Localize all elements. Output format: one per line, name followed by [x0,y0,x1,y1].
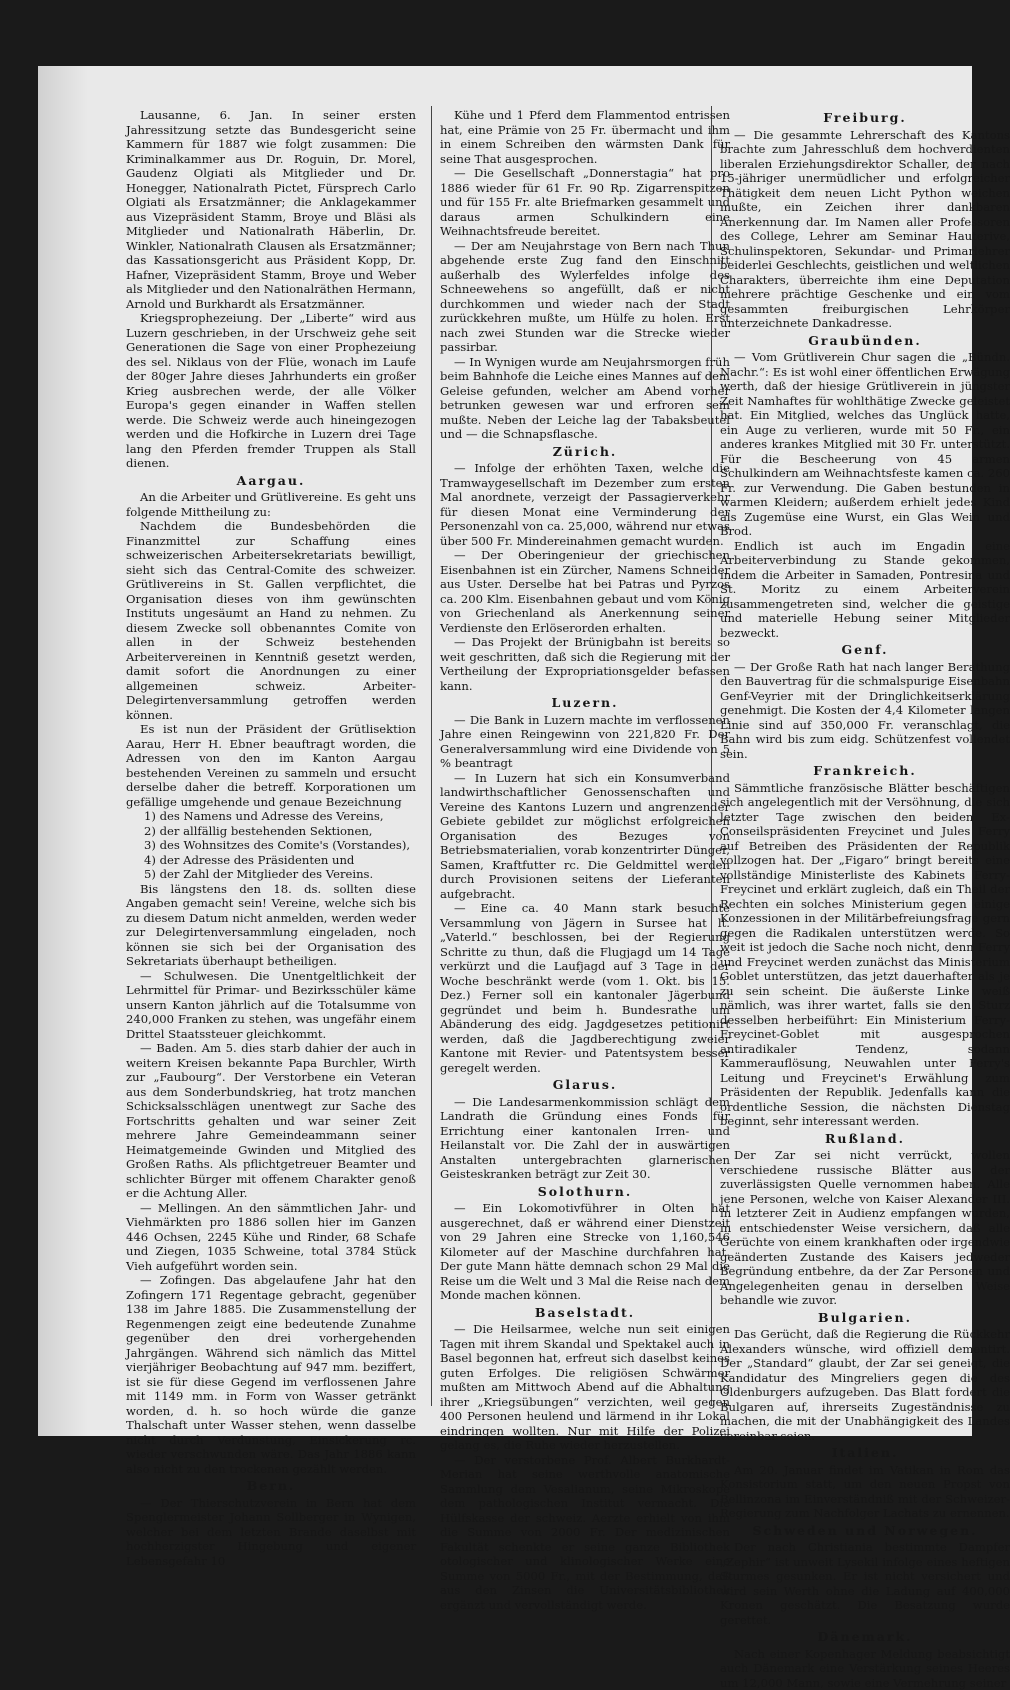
article-paragraph: Kühe und 1 Pferd dem Flammentod entrissen hat, eine Prämie von 25 Fr. übermacht und ihm in einem Schreiben den wärmsten Dank für seine That ausgesprochen. [440,108,730,166]
section-heading: Genf. [720,643,1010,658]
section-heading: Graubünden. [720,334,1010,349]
section-heading: Baselstadt. [440,1306,730,1321]
article-paragraph: — Eine ca. 40 Mann stark besuchte Versammlung von Jägern in Sursee hat lt. „Vaterld.“ beschlossen, bei der Regierung Schritte zu thun, daß die Flugjagd um 14 Tage verkürzt und die Laufjagd auf 3 Tage in der Woche beschränkt werde (vom 1. Okt. bis 15. Dez.) Ferner soll ein kantonaler Jägerbund gegründet und beim h. Bundesrathe um Abänderung des eidg. Jagdgesetzes petitionirt werden, daß die Jagdberechtigung zweier Kantone mit Revier- und Patentsystem besser geregelt werden. [440,901,730,1075]
article-paragraph: Bis längstens den 18. ds. sollten diese Angaben gemacht sein! Vereine, welche sich bis zu diesem Datum nicht anmelden, werden weder zur Delegirtenversammlung eingeladen, noch können sie sich bei der Organisation des Sekretariats überhaupt betheiligen. [126,882,416,969]
section-heading: Aargau. [126,474,416,489]
article-paragraph: Kriegsprophezeiung. Der „Liberte“ wird aus Luzern geschrieben, in der Urschweiz gehe seit Generationen die Sage von einer Prophezeiung des sel. Niklaus von der Flüe, wonach im Laufe der 80ger Jahre dieses Jahrhunderts ein großer Krieg ausbrechen werde, der alle Völker Europa's gegen einander in Waffen stellen werde. Die Schweiz werde auch hineingezogen werden und die Hofkirche in Luzern drei Tage lang den Pferden fremder Truppen als Stall dienen. [126,311,416,471]
section-heading: Bulgarien. [720,1311,1010,1326]
article-paragraph: Am 20. Januar findet im Vatikan in Rom das Konsistorium statt, um den neuen Propst von Bellinzona im Einverständniß mit der Schweizer-Regierung zum Nachfolger Lachats zu ernennen. [720,1463,1010,1521]
article-paragraph: Endlich ist auch im Engadin eine Arbeiterverbindung zu Stande gekommen, indem die Arbeiter in Samaden, Pontresina und St. Moritz zu einem Arbeiterverein zusammengetreten sind, welcher die geistige und materielle Hebung seiner Mitglieder bezweckt. [720,539,1010,641]
article-paragraph: Lausanne, 6. Jan. In seiner ersten Jahressitzung setzte das Bundesgericht seine Kammern für 1887 wie folgt zusammen: Die Kriminalkammer aus Dr. Roguin, Dr. Morel, Gaudenz Olgiati als Mitglieder und Dr. Honegger, Nationalrath Pictet, Fürsprech Carlo Olgiati als Ersatzmänner; die Anklagekammer aus Vizepräsident Stamm, Broye und Bläsi als Mitglieder und Nationalrath Häberlin, Dr. Winkler, Nationalrath Clausen als Ersatzmänner; das Kassationsgericht aus Präsident Kopp, Dr. Hafner, Vizepräsident Stamm, Broye und Weber als Mitglieder und den Nationalräthen Hermann, Arnold und Burkhardt als Ersatzmänner. [126,108,416,311]
section-heading: Schweden und Norwegen. [720,1524,1010,1539]
list-item: 5) der Zahl der Mitglieder des Vereins. [126,867,416,882]
list-item: 2) der allfällig bestehenden Sektionen, [126,824,416,839]
section-heading: Glarus. [440,1078,730,1093]
article-paragraph: — Die Gesellschaft „Donnerstagia“ hat pro 1886 wieder für 61 Fr. 90 Rp. Zigarrenspitzen und für 155 Fr. alte Briefmarken gesammelt und daraus armen Schulkindern eine Weihnachtsfreude bereitet. [440,166,730,239]
article-paragraph: — Ein Lokomotivführer in Olten hat ausgerechnet, daß er während einer Dienstzeit von 29 Jahren eine Strecke von 1,160,546 Kilometer auf der Maschine durchfahren hat. Der gute Mann hätte demnach schon 29 Mal die Reise um die Welt und 3 Mal die Reise nach dem Monde machen können. [440,1201,730,1303]
list-item: 3) des Wohnsitzes des Comite's (Vorstandes), [126,838,416,853]
article-paragraph: Nachdem die Bundesbehörden die Finanzmittel zur Schaffung eines schweizerischen Arbeitersekretariats bewilligt, sieht sich das Central-Comite des schweizer. Grütlivereins in St. Gallen verpflichtet, die Organisation dieses von ihm gewünschten Instituts ungesäumt an Hand zu nehmen. Zu diesem Zwecke soll obbenanntes Comite von allen in der Schweiz bestehenden Arbeitervereinen in Kenntniß gesetzt werden, damit sofort die Anordnungen zu einer allgemeinen schweiz. Arbeiter-Delegirtenversammlung getroffen werden können. [126,519,416,722]
article-paragraph: Das Gerücht, daß die Regierung die Rückkehr Alexanders wünsche, wird offiziell dementirt. Der „Standard“ glaubt, der Zar sei geneigt, die Kandidatur des Mingreliers gegen die des Oldenburgers aufzugeben. Das Blatt fordert die Bulgaren auf, ihrerseits Zugeständnisse zu machen, die mit der Unabhängigkeit des Landes vereinbar seien. [720,1327,1010,1443]
article-paragraph: — Schulwesen. Die Unentgeltlichkeit der Lehrmittel für Primar- und Bezirksschüler käme unsern Kanton jährlich auf die Totalsumme von 240,000 Franken zu stehen, was ungefähr einem Drittel Staatssteuer gleichkommt. [126,969,416,1042]
section-heading: Luzern. [440,696,730,711]
article-paragraph: — Zofingen. Das abgelaufene Jahr hat den Zofingern 171 Regentage gebracht, gegenüber 138 im Jahre 1885. Die Zusammenstellung der Regenmengen zeigt eine bedeutende Zunahme gegenüber den drei vorhergehenden Jahrgängen. Während sich nämlich das Mittel vierjähriger Beobachtung auf 947 mm. beziffert, ist sie für diese Gegend im verflossenen Jahre mit 1149 mm. in Form von Wasser getränkt worden, d. h. so hoch würde die ganze Thalschaft unter Wasser stehen, wenn dasselbe nicht durch Verdunstung, Einsickerung rc. wieder verschwunden wäre. Das Jahr 1886 kann also nicht zu den trockenen gezählt werden. [126,1273,416,1476]
article-paragraph: — Infolge der erhöhten Taxen, welche die Tramwaygesellschaft im Dezember zum ersten Mal anordnete, verzeigt der Passagierverkehr für diesen Monat eine Verminderung der Personenzahl von ca. 25,000, während nur etwas über 500 Fr. Mindereinahmen gemacht wurden. [440,461,730,548]
column-1 [126,108,416,1408]
article-paragraph: — Das Projekt der Brünigbahn ist bereits so weit geschritten, daß sich die Regierung mit der Vertheilung der Expropriationsgelder befassen kann. [440,635,730,693]
article-paragraph: — In Wynigen wurde am Neujahrsmorgen früh beim Bahnhofe die Leiche eines Mannes auf dem Geleise gefunden, welcher am Abend vorher betrunken gewesen war und erfroren sein mußte. Neben der Leiche lag der Tabaksbeutel und — die Schnapsflasche. [440,355,730,442]
section-heading: Rußland. [720,1132,1010,1147]
section-heading: Freiburg. [720,111,1010,126]
article-paragraph: — Der Große Rath hat nach langer Berathung den Bauvertrag für die schmalspurige Eisenbahn Genf-Veyrier mit der Dringlichkeitserklärung genehmigt. Die Kosten der 4,4 Kilometer langen Linie sind auf 350,000 Fr. veranschlagt, die Bahn wird bis zum eidg. Schützenfest vollendet sein. [720,660,1010,762]
article-paragraph: — Der am Neujahrstage von Bern nach Thun abgehende erste Zug fand den Einschnitt außerhalb des Wylerfeldes infolge des Schneewehens so angefüllt, daß er nicht durchkommen und wieder nach der Stadt zurückkehren mußte, um Hülfe zu holen. Erst nach zwei Stunden war die Strecke wieder passirbar. [440,239,730,355]
newspaper-page [38,66,972,1436]
article-paragraph: Der nach Christiania bestimmte Dampfer „Zephir“ ist unweit Lysekil infolge eines heftigen Sturmes gesunken. Er ist nicht versichert und wird sein Werth ohne die Ladung auf 400,000 Kronen geschätzt. Die Besatzung wurde gerettet. [720,1540,1010,1627]
section-heading: Italien. [720,1446,1010,1461]
column-rule [431,106,432,1406]
article-paragraph: — Der Oberingenieur der griechischen Eisenbahnen ist ein Zürcher, Namens Schneider aus Uster. Derselbe hat bei Patras und Pyrzos ca. 200 Klm. Eisenbahnen gebaut und vom König von Griechenland als Anerkennung seiner Verdienste den Erlöserorden erhalten. [440,548,730,635]
article-paragraph: — Baden. Am 5. dies starb dahier der auch in weitern Kreisen bekannte Papa Burchler, Wirth zur „Faubourg“. Der Verstorbene ein Veteran aus dem Sonderbundskrieg, hat trotz manchen Schicksalsschlägen unentwegt zur Sache des Fortschritts gehalten und war seiner Zeit mehrere Jahre Gemeindeammann seiner Heimatgemeinde Gwinden und Mitglied des Großen Raths. Als pflichtgetreuer Beamter und schlichter Bürger mit offenem Charakter genoß er die Achtung Aller. [126,1041,416,1201]
article-paragraph: — In Luzern hat sich ein Konsumverband landwirthschaftlicher Genossenschaften und Vereine des Kantons Luzern und angrenzender Gebiete gebildet zur möglichst erfolgreichen Organisation des Bezuges von Betriebsmaterialien, vorab konzentrirter Dünger, Samen, Kraftfutter rc. Die Geldmittel werden durch Provisionen seitens der Lieferanten aufgebracht. [440,771,730,902]
article-paragraph: — Vom Grütliverein Chur sagen die „Bündn. Nachr.“: Es ist wohl einer öffentlichen Erwägung werth, daß der hiesige Grütliverein in jüngster Zeit Namhaftes für wohlthätige Zwecke geleistet hat. Ein Mitglied, welches das Unglück hatte, ein Auge zu verlieren, wurde mit 50 Fr., ein anderes krankes Mitglied mit 30 Fr. unterstützt. Für die Bescheerung von 45 armen Schulkindern am Weihnachtsfeste kamen ca. 260 Fr. zur Verwendung. Die Gaben bestunden in warmen Kleidern; außerdem erhielt jedes Kind als Zugemüse eine Wurst, ein Glas Wein und Brod. [720,350,1010,539]
column-3 [720,108,1010,1408]
article-paragraph: An die Arbeiter und Grütlivereine. Es geht uns folgende Mittheilung zu: [126,490,416,519]
section-heading: Zürich. [440,445,730,460]
article-paragraph: — Die Bank in Luzern machte im verflossenen Jahre einen Reingewinn von 221,820 Fr. Der Generalversammlung wird eine Dividende von 5 % beantragt [440,713,730,771]
article-paragraph: — Die Heilsarmee, welche nun seit einigen Tagen mit ihrem Skandal und Spektakel auch in Basel begonnen hat, erfreut sich daselbst keines guten Erfolges. Die religiösen Schwärmer mußten am Mittwoch Abend auf die Abhaltung ihrer „Kriegsübungen“ verzichten, weil gegen 400 Personen heulend und lärmend in ihr Lokal eindringen wollten. Nur mit Hilfe der Polizei gelang es, die Ruhe wieder herzustellen. [440,1322,730,1453]
article-paragraph: — Die Landesarmenkommission schlägt dem Landrath die Gründung eines Fonds für Errichtung einer kantonalen Irren- und Heilanstalt vor. Die Zahl der in auswärtigen Anstalten untergebrachten glarnerischen Geisteskranken beträgt zur Zeit 30. [440,1095,730,1182]
article-paragraph: Nach einer Kopenhager Meldung beabsichtigt auch Dänemark eine Verstärkung seines Heeres um 12,000 Mann, sowie eine Vermehrung seiner [720,1647,1010,1690]
article-paragraph: Der Zar sei nicht verrückt, wollen verschiedene russische Blätter aus der zuverlässigsten Quelle vernommen haben. Alle jene Personen, welche von Kaiser Alexander III. in letzterer Zeit in Audienz empfangen wurden, in entschiedenster Weise versichern, daß alle Gerüchte von einem krankhaften oder irgendwie geänderten Zustande des Kaisers jedweder Begründung entbehre, da der Zar Personen und Angelegenheiten genau in derselben Weise behandle wie zuvor. [720,1148,1010,1308]
article-paragraph: — Die gesammte Lehrerschaft des Kantons brachte zum Jahresschluß dem hochverdienten liberalen Erziehungsdirektor Schaller, der nach 15-jähriger unermüdlicher und erfolgreicher Thätigkeit dem neuen Licht Python weichen mußte, ein Zeichen ihrer dankbaren Anerkennung dar. Im Namen aller Professoren des College, Lehrer am Seminar Hauterive, Schulinspektoren, Sekundar- und Primarlehrer beiderlei Geschlechts, geistlichen und weltlichen Charakters, überreichte ihm eine Deputation mehrere prächtige Geschenke und ein vom gesammten freiburgischen Lehrkörper unterzeichnete Dankadresse. [720,128,1010,331]
article-paragraph: Sämmtliche französische Blätter beschäftigen sich angelegentlich mit der Versöhnung, die sich letzter Tage zwischen den beiden Ex-Conseilspräsidenten Freycinet und Jules Ferry auf Betreiben des Präsidenten der Republik vollzogen hat. Der „Figaro“ bringt bereits eine vollständige Ministerliste des Kabinets Ferry-Freycinet und erklärt zugleich, daß ein Theil der Rechten ein solches Ministerium gegen einige Konzessionen in der Militärbefreiungsfrage gern gegen die Radikalen unterstützen werde. So weit ist jedoch die Sache noch nicht, denn Ferry und Freycinet werden zunächst das Ministerium Goblet unterstützen, das jetzt dauerhafter als je zu sein scheint. Die äußerste Linke weiß nämlich, was ihrer wartet, falls sie den Sturz desselben herbeiführt: Ein Ministerium Ferry-Freycinet-Goblet mit ausgesprochen antiradikaler Tendenz, sodann Kammerauflösung, Neuwahlen unter Ferry's Leitung und Freycinet's Erwählung zum Präsidenten der Republik. Jedenfalls kann die ordentliche Session, die nächsten Dienstag beginnt, sehr interessant werden. [720,781,1010,1129]
section-heading: Bern. [126,1479,416,1494]
list-item: 4) der Adresse des Präsidenten und [126,853,416,868]
section-heading: Frankreich. [720,764,1010,779]
article-paragraph: Es ist nun der Präsident der Grütlisektion Aarau, Herr H. Ebner beauftragt worden, die Adressen von den im Kanton Aargau bestehenden Vereinen zu sammeln und ersucht derselbe daher die betreff. Korporationen um gefällige umgehende und genaue Bezeichnung [126,722,416,809]
column-2 [440,108,730,1408]
list-item: 1) des Namens und Adresse des Vereins, [126,809,416,824]
article-paragraph: — Mellingen. An den sämmtlichen Jahr- und Viehmärkten pro 1886 sollen hier im Ganzen 446 Ochsen, 2245 Kühe und Rinder, 68 Schafe und Ziegen, 1035 Schweine, total 3784 Stück Vieh aufgeführt worden sein. [126,1201,416,1274]
section-heading: Dänemark. [720,1630,1010,1645]
article-paragraph: — Der verstorbene Prof. Albert Burkhardt-Merian hat seine werthvolle anatomische Sammlung dem Vesalianum, seine Mikroskope dem pathologischen Institut vermacht. Die Hülfskasse der schweiz. Aerzte erhielt von ihm die Summe von 2000 Fr. Der medizinischen Fakultät schenkte er seine ganze Bibliothek otologischer und klinologischer Werke eine Summe von 5000 Fr., mit der Bestimmung, daß aus den Zinsen die Universitätsbibliothek ergänzt und vervollständigt werde. [440,1453,730,1613]
section-heading: Solothurn. [440,1185,730,1200]
article-paragraph: — Der Thierschutzverein in Bern hat dem Spenglermeister Johann Sollberger in Wynigen, welcher bei dem letzten Brande daselbst mit hochherzigster Hingebung und eigener Lebensgefahr 10 [126,1496,416,1569]
